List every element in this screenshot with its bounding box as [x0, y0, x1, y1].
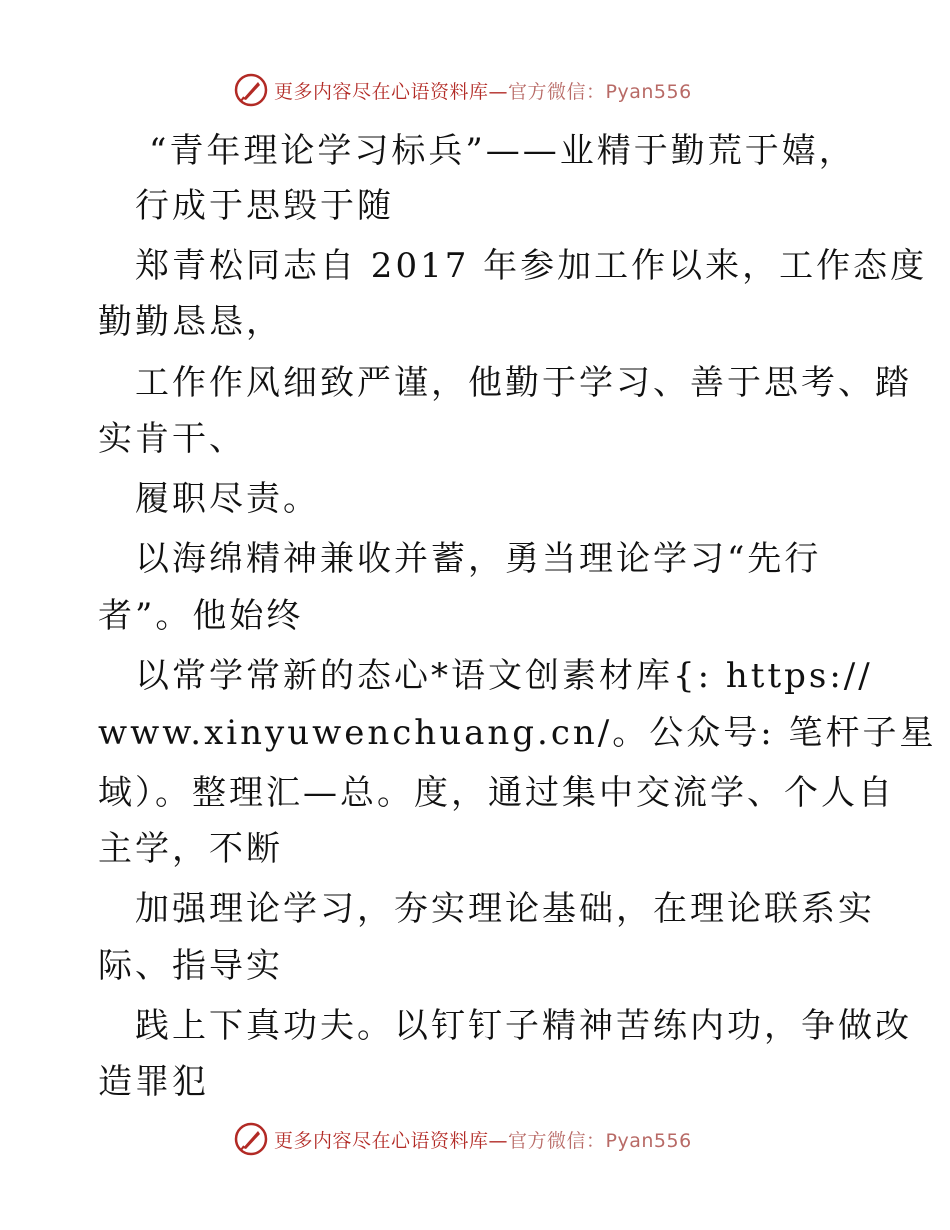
paragraph-line: 履职尽责。 — [135, 479, 320, 519]
paragraph-line: 工作作风细致严谨，他勤于学习、善于思考、踏 — [135, 363, 912, 403]
paragraph-line: 主学，不断 — [98, 829, 283, 869]
quill-logo-icon — [234, 73, 268, 107]
footer-banner — [234, 1122, 692, 1156]
quill-logo-icon — [234, 1122, 268, 1156]
paragraph-line: 实肯干、 — [98, 419, 246, 459]
document-title-line-2: 行成于思毁于随 — [135, 186, 394, 226]
paragraph-line: 以海绵精神兼收并蓄，勇当理论学习“先行 — [135, 539, 822, 579]
paragraph-line: 郑青松同志自 2017 年参加工作以来，工作态度 — [135, 246, 928, 286]
paragraph-line: 践上下真功夫。以钉钉子精神苦练内功，争做改 — [135, 1006, 912, 1046]
paragraph-line: 域）。整理汇—总。度，通过集中交流学、个人自 — [98, 773, 895, 813]
paragraph-line: www.xinyuwenchuang.cn/。公众号: 笔杆子星 — [98, 713, 937, 753]
paragraph-line: 勤勤恳恳， — [98, 302, 283, 342]
header-banner — [234, 73, 692, 107]
paragraph-line: 际、指导实 — [98, 946, 283, 986]
paragraph-line: 加强理论学习，夯实理论基础，在理论联系实 — [135, 889, 875, 929]
document-title-line-1: “青年理论学习标兵”——业精于勤荒于嬉， — [149, 131, 856, 171]
header-banner-text: 更多内容尽在心语资料库—官方微信：Pyan556 — [274, 80, 692, 103]
paragraph-line: 以常学常新的态心*语文创素材库{: https:// — [135, 656, 873, 696]
paragraph-line: 造罪犯 — [98, 1062, 209, 1102]
paragraph-line: 者”。他始终 — [98, 596, 304, 636]
footer-banner-text: 更多内容尽在心语资料库—官方微信：Pyan556 — [274, 1129, 692, 1152]
